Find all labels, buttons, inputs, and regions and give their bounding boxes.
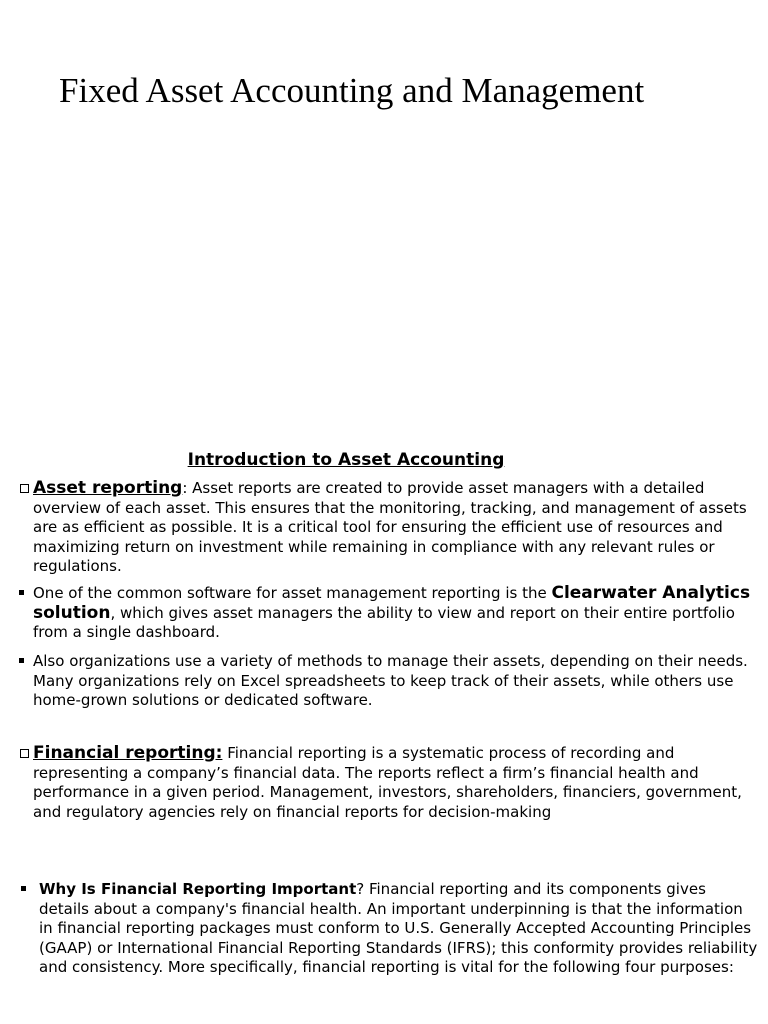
financial-reporting-item xyxy=(33,744,758,822)
why-important-bullet-item xyxy=(39,880,759,978)
section-heading: Introduction to Asset Accounting xyxy=(187,450,505,470)
methods-bullet-item xyxy=(33,652,758,711)
checkbox-bullet-icon xyxy=(20,749,29,758)
asset-reporting-label: Asset reporting xyxy=(33,478,183,498)
software-text-before: One of the common software for asset management reporting is the xyxy=(33,584,552,602)
financial-reporting-text: Financial reporting is a systematic process of recording and representing a company’s financial data. The reports reflect a firm’s financial health and performance in a given period. Management, investors, shareholders, financiers, government, and regulatory agencies rely on financial reports for decision-making xyxy=(33,744,742,821)
square-bullet-icon xyxy=(19,590,24,595)
software-bullet-item xyxy=(33,584,758,643)
financial-reporting-label: Financial reporting: xyxy=(33,743,223,763)
asset-reporting-text: : Asset reports are created to provide asset managers with a detailed overview of each asset. This ensures that the monitoring, tracking, and management of assets are as efficient as possible. It is a critical tool for ensuring the efficient use of resources and maximizing return on investment while remaining in compliance with any relevant rules or regulations. xyxy=(33,479,747,575)
methods-text: Also organizations use a variety of methods to manage their assets, depending on their needs. Many organizations rely on Excel spreadsheets to keep track of their assets, while others use home-grown solutions or dedicated software. xyxy=(33,652,748,709)
asset-reporting-item xyxy=(33,479,758,577)
page-title: Fixed Asset Accounting and Management xyxy=(59,71,645,110)
square-bullet-icon xyxy=(21,886,26,891)
software-emphasis: Clearwater Analytics solution xyxy=(33,583,751,623)
why-important-text: ? Financial reporting and its components gives details about a company's financial health. An important underpinning is that the information in financial reporting packages must conform to U.S. Generally Accepted Accounting Principles (GAAP) or International Financial Reporting Standards (IFRS); this conformity provides reliability and consistency. More specifically, financial reporting is vital for the following four purposes: xyxy=(39,880,758,976)
why-important-label: Why Is Financial Reporting Important xyxy=(39,880,357,898)
software-text-after: , which gives asset managers the ability to view and report on their entire portfolio from a single dashboard. xyxy=(33,603,735,641)
square-bullet-icon xyxy=(19,658,24,663)
checkbox-bullet-icon xyxy=(20,484,29,493)
